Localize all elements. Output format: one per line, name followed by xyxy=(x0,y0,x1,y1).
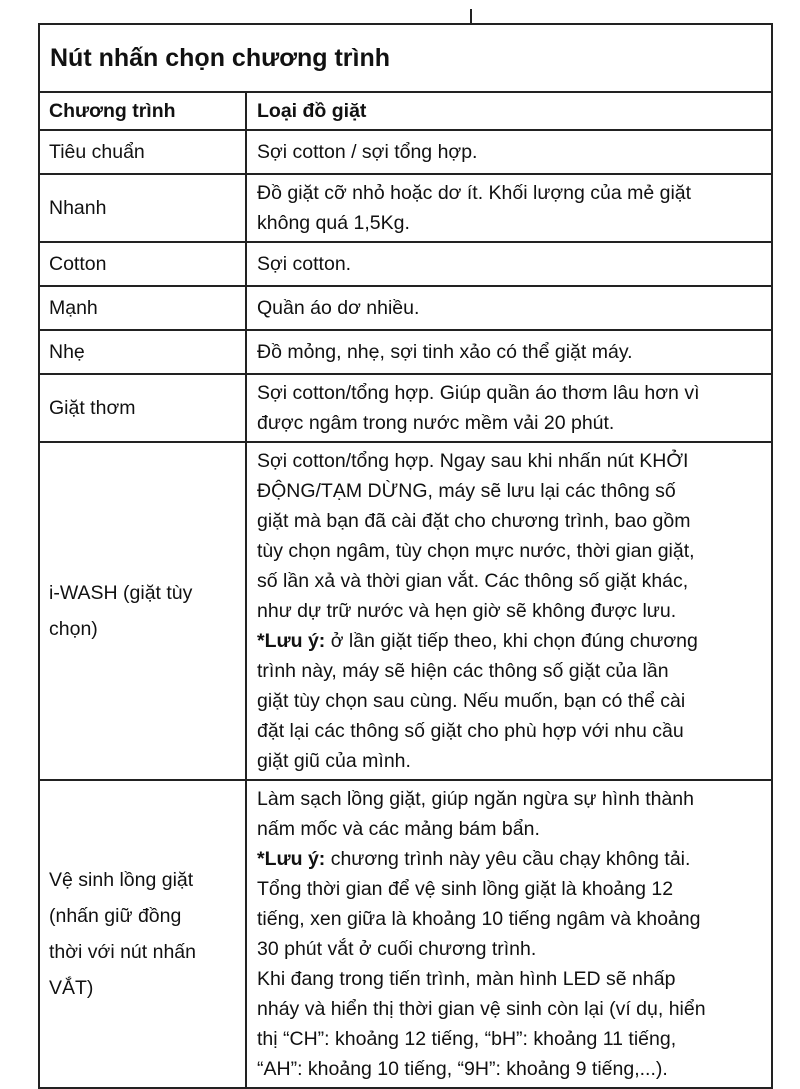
program-name-cell xyxy=(40,374,246,442)
header-program: Chương trình xyxy=(40,93,246,130)
description-line: Sợi cotton/tổng hợp. Giúp quần áo thơm lâu hơn vì xyxy=(257,382,700,404)
description-line: Quần áo dơ nhiều. xyxy=(257,297,420,319)
program-table xyxy=(40,93,771,1087)
program-name-line: Mạnh xyxy=(49,297,98,319)
program-name-line: Tiêu chuẩn xyxy=(49,141,145,163)
laundry-type-cell xyxy=(246,130,771,174)
table-header-row xyxy=(40,93,771,130)
note-text: ở lần giặt tiếp theo, khi chọn đúng chương xyxy=(325,630,698,652)
program-name-cell xyxy=(40,242,246,286)
program-name-line: Cotton xyxy=(49,253,107,275)
program-name-line: Nhẹ xyxy=(49,341,85,363)
program-name-cell xyxy=(40,780,246,1087)
description-line: nấm mốc và các mảng bám bẩn. xyxy=(257,818,540,840)
program-name-line: thời với nút nhấn xyxy=(49,941,196,963)
note-continuation-line: “AH”: khoảng 10 tiếng, “9H”: khoảng 9 tiếng,...). xyxy=(257,1058,668,1080)
table-row xyxy=(40,330,771,374)
program-name-line: Vệ sinh lồng giặt xyxy=(49,869,194,891)
table-row xyxy=(40,442,771,780)
laundry-type-cell xyxy=(246,286,771,330)
note-continuation-line: giặt giũ của mình. xyxy=(257,750,411,772)
note-continuation-line: giặt tùy chọn sau cùng. Nếu muốn, bạn có thể cài xyxy=(257,690,686,712)
table-row xyxy=(40,374,771,442)
description-line: số lần xả và thời gian vắt. Các thông số giặt khác, xyxy=(257,570,689,592)
crop-mark xyxy=(470,9,472,23)
laundry-type-cell xyxy=(246,374,771,442)
program-name-cell xyxy=(40,442,246,780)
description-line: được ngâm trong nước mềm vải 20 phút. xyxy=(257,412,615,434)
note-continuation-line: Khi đang trong tiến trình, màn hình LED sẽ nhấp xyxy=(257,968,676,990)
description-line: không quá 1,5Kg. xyxy=(257,212,410,234)
program-name-cell xyxy=(40,286,246,330)
program-name-line: (nhấn giữ đồng xyxy=(49,905,182,927)
note-continuation-line: tiếng, xen giữa là khoảng 10 tiếng ngâm và khoảng xyxy=(257,908,701,930)
table-row xyxy=(40,242,771,286)
note-line xyxy=(257,626,763,656)
laundry-type-cell xyxy=(246,242,771,286)
program-name-line: VẮT) xyxy=(49,977,94,999)
header-laundry-type: Loại đồ giặt xyxy=(257,100,367,122)
program-name-cell xyxy=(40,130,246,174)
laundry-type-cell xyxy=(246,442,771,780)
note-text: chương trình này yêu cầu chạy không tải. xyxy=(325,848,691,870)
note-label: *Lưu ý: xyxy=(257,848,326,870)
description-line: ĐỘNG/TẠM DỪNG, máy sẽ lưu lại các thông số xyxy=(257,480,676,502)
laundry-type-cell xyxy=(246,330,771,374)
table-title: Nút nhấn chọn chương trình xyxy=(40,25,771,93)
description-line: Làm sạch lồng giặt, giúp ngăn ngừa sự hình thành xyxy=(257,788,694,810)
description-line: Sợi cotton/tổng hợp. Ngay sau khi nhấn nút KHỞI xyxy=(257,450,689,472)
note-line xyxy=(257,844,763,874)
note-continuation-line: Tổng thời gian để vệ sinh lồng giặt là khoảng 12 xyxy=(257,878,674,900)
program-name-line: chọn) xyxy=(49,618,98,640)
note-continuation-line: nháy và hiển thị thời gian vệ sinh còn lại (ví dụ, hiển xyxy=(257,998,706,1020)
table-row xyxy=(40,174,771,242)
description-line: Đồ mỏng, nhẹ, sợi tinh xảo có thể giặt máy. xyxy=(257,341,633,363)
program-name-line: Giặt thơm xyxy=(49,397,136,419)
note-label: *Lưu ý: xyxy=(257,630,326,652)
note-continuation-line: thị “CH”: khoảng 12 tiếng, “bH”: khoảng 11 tiếng, xyxy=(257,1028,677,1050)
description-line: Sợi cotton. xyxy=(257,253,352,275)
description-line: Đồ giặt cỡ nhỏ hoặc dơ ít. Khối lượng của mẻ giặt xyxy=(257,182,692,204)
note-continuation-line: trình này, máy sẽ hiện các thông số giặt của lần xyxy=(257,660,669,682)
laundry-type-cell xyxy=(246,174,771,242)
table-row xyxy=(40,286,771,330)
description-line: như dự trữ nước và hẹn giờ sẽ không được lưu. xyxy=(257,600,677,622)
program-table-frame xyxy=(38,23,773,1089)
program-name-line: i-WASH (giặt tùy xyxy=(49,582,193,604)
program-name-line: Nhanh xyxy=(49,197,107,219)
laundry-type-cell xyxy=(246,780,771,1087)
note-continuation-line: 30 phút vắt ở cuối chương trình. xyxy=(257,938,537,960)
description-line: Sợi cotton / sợi tổng hợp. xyxy=(257,141,478,163)
table-row xyxy=(40,130,771,174)
program-name-cell xyxy=(40,174,246,242)
description-line: tùy chọn ngâm, tùy chọn mực nước, thời gian giặt, xyxy=(257,540,695,562)
description-line: giặt mà bạn đã cài đặt cho chương trình, bao gồm xyxy=(257,510,691,532)
table-row xyxy=(40,780,771,1087)
note-continuation-line: đặt lại các thông số giặt cho phù hợp với nhu cầu xyxy=(257,720,684,742)
program-name-cell xyxy=(40,330,246,374)
